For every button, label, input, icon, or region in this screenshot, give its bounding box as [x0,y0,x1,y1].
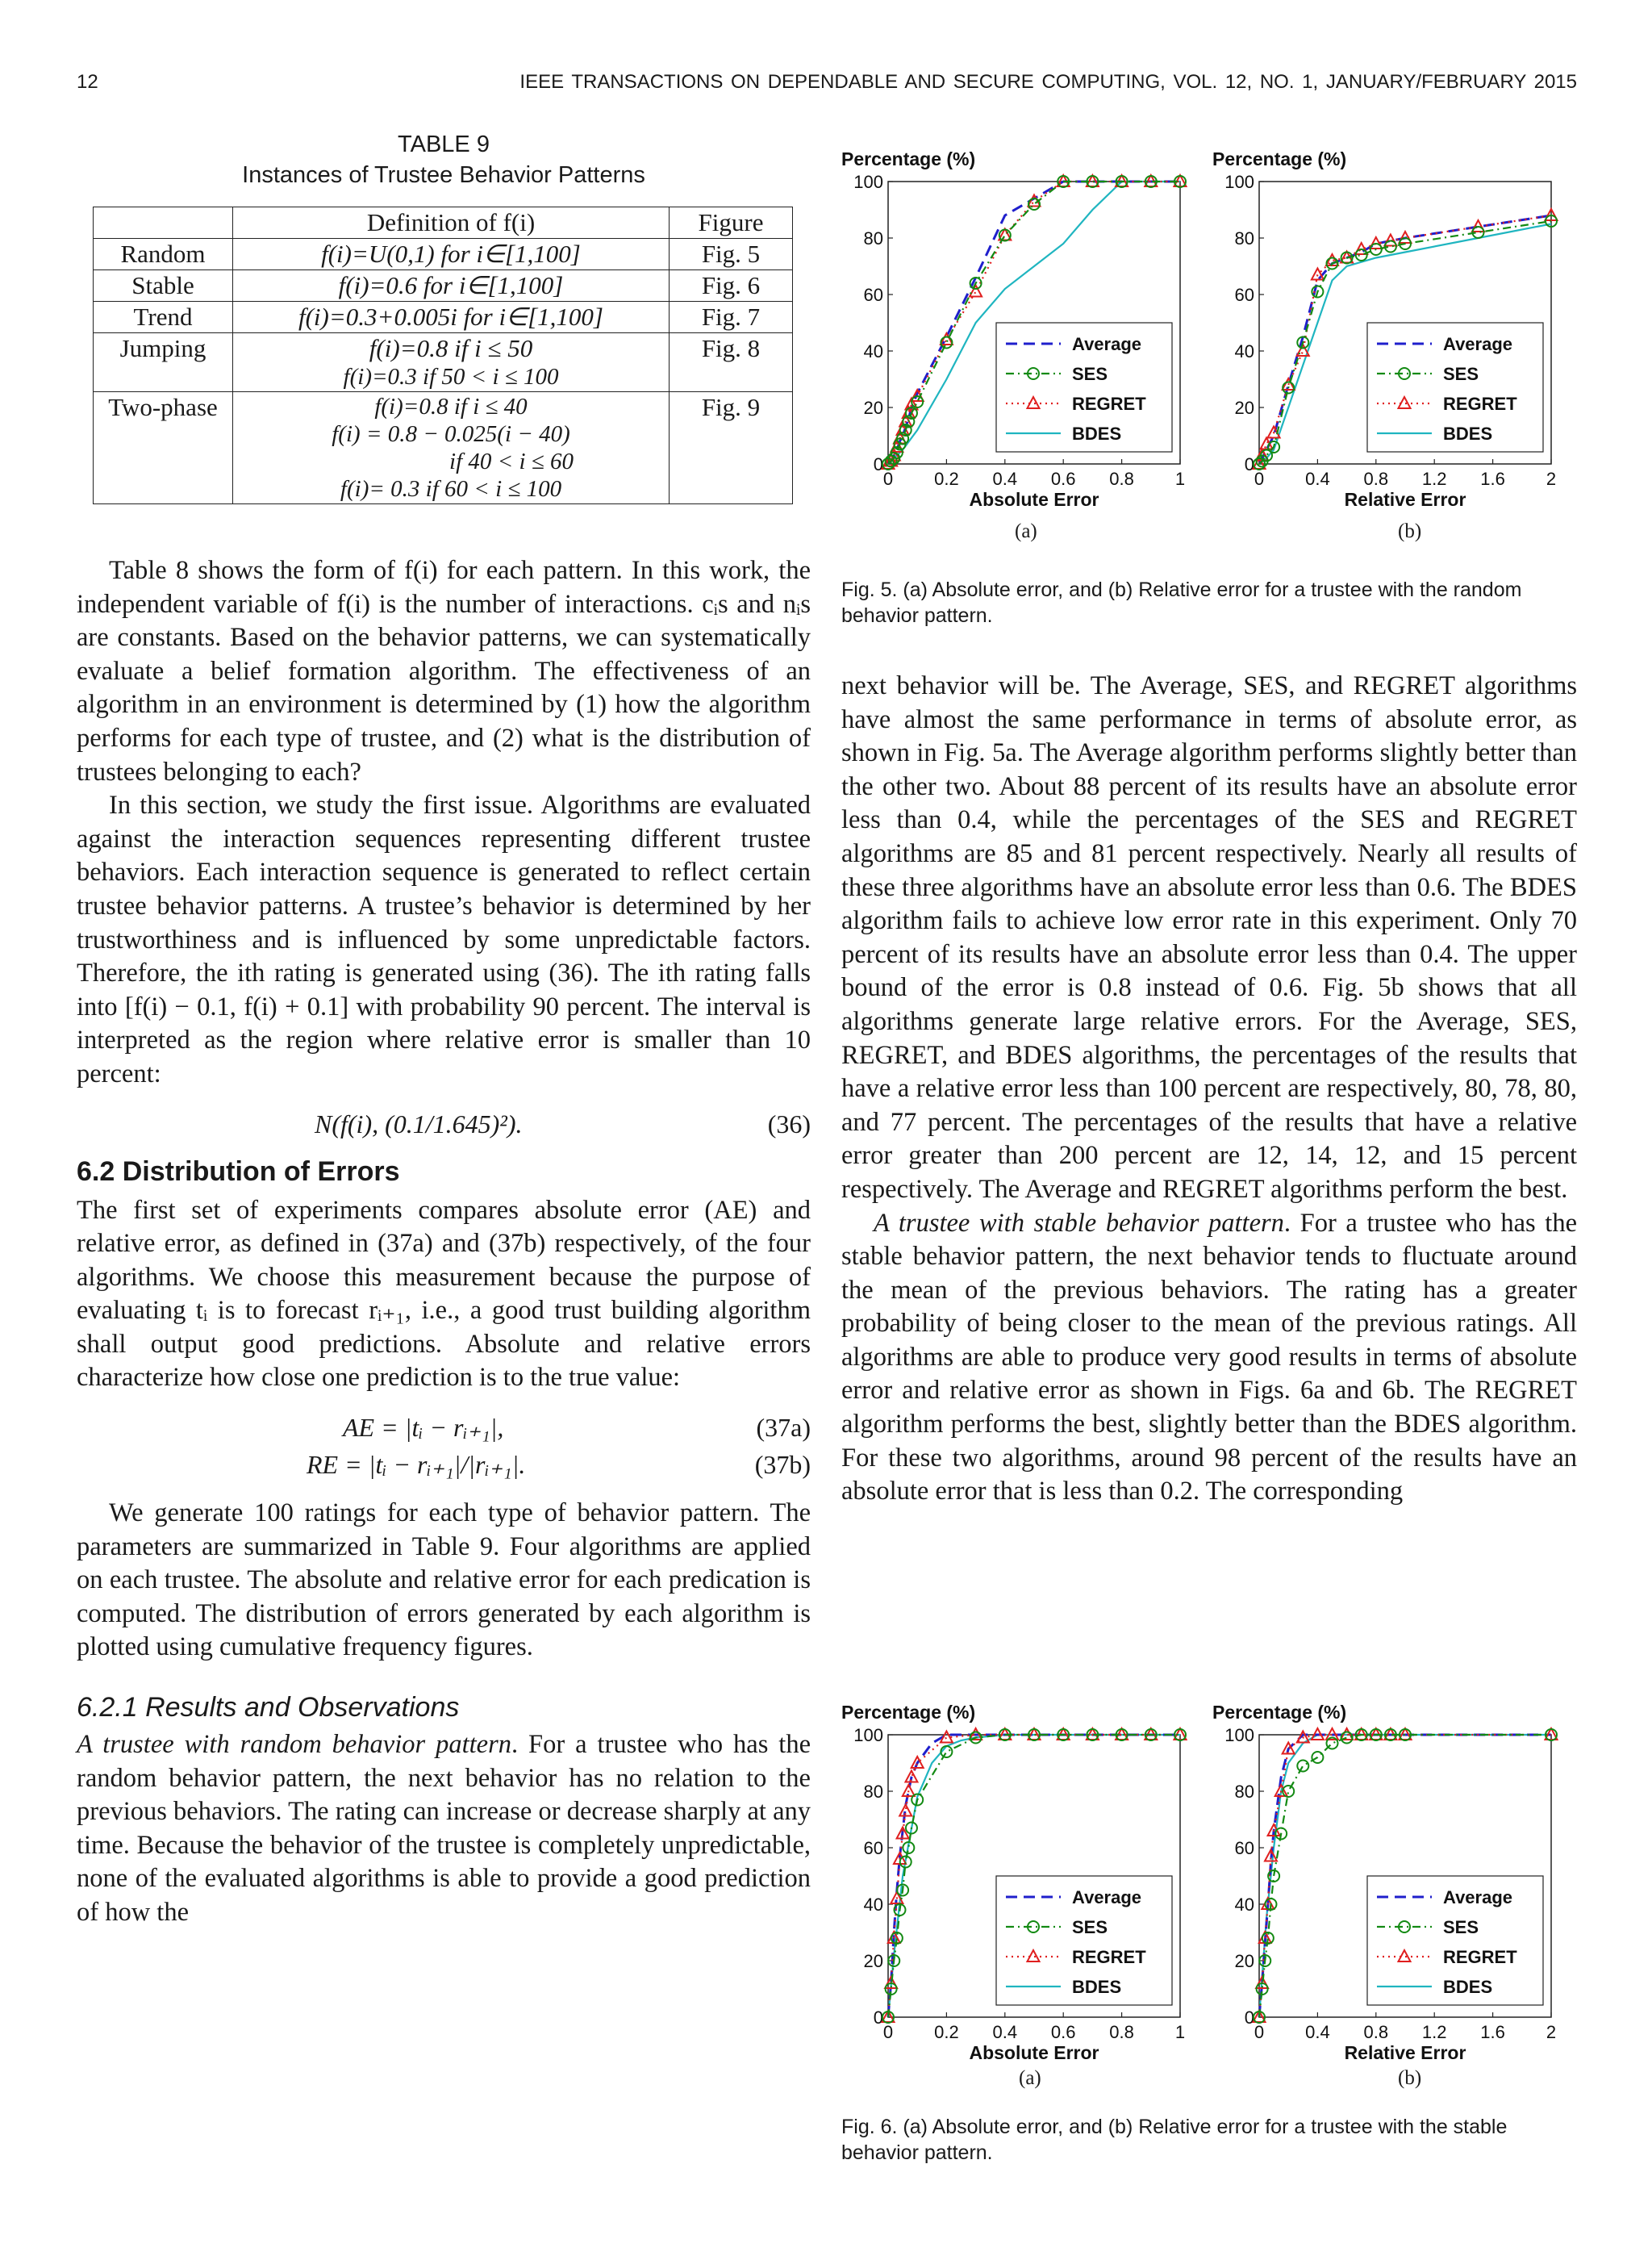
definition-cell: f(i)=0.3+0.005i for i∈[1,100] [233,302,670,333]
chart-fig5b [1212,141,1583,561]
x-tick-label: 0.8 [1109,469,1134,489]
y-tick-label: 100 [1224,1725,1254,1745]
y-tick-label: 0 [1244,454,1254,474]
x-tick-label: 0 [1254,469,1265,489]
y-tick-label: 20 [863,398,883,418]
y-tick-label: 100 [853,1725,883,1745]
paragraph: We generate 100 ratings for each type of behavior pattern. The parameters are summarized in Table 9. Four algorithms are applied on each trustee. The absolute and relative error for each predication is computed. The distribution of errors generated by each algorithm is plotted using cumulative frequency figures. [77,1498,811,1662]
y-tick-label: 60 [1234,285,1254,305]
x-tick-label: 1.6 [1480,2022,1505,2042]
x-tick-label: 0 [882,2022,894,2042]
x-tick-label: 1.6 [1480,469,1505,489]
legend-label: SES [1072,1917,1108,1937]
x-tick-label: 0.8 [1363,469,1389,489]
ses-point [1297,1761,1308,1772]
x-tick-label: 1 [1174,469,1186,489]
pattern-cell: Stable [94,270,233,302]
table-title: Instances of Trustee Behavior Patterns [242,162,645,188]
legend-label: SES [1443,1917,1479,1937]
paragraph-body: . For a trustee who has the stable behavior pattern, the next behavior tends to fluctuate around the mean of the previous behaviors. The rating has a greater probability of being closer to the mean of the previous ratings. All algorithms are able to produce very good results in terms of absolute error and relative error as shown in Figs. 6a and 6b. The REGRET algorithm performs the best, slightly better than the BDES algorithm. For these two algorithms, around 98 percent of the results have an absolute error that is less than 0.2. The corresponding [841,1208,1578,1506]
section-heading: 6.2 Distribution of Errors [77,1155,400,1187]
y-tick-label: 60 [863,1838,883,1858]
x-tick-label: 0.2 [934,469,959,489]
pattern-cell: Jumping [94,333,233,392]
y-tick-label: 80 [863,1782,883,1802]
subfigure-label-a: (a) [1019,2067,1041,2089]
equation-number: (37b) [754,1450,811,1480]
y-tick-label: 20 [863,1951,883,1971]
table-header-row [94,207,793,239]
y-tick-label: 20 [1234,1951,1254,1971]
y-tick-label: 40 [1234,341,1254,361]
definition-cell: f(i)=U(0,1) for i∈[1,100] [233,239,670,270]
table-row [94,333,793,392]
figure-cell: Fig. 9 [670,392,793,504]
figure-cell: Fig. 7 [670,302,793,333]
paragraph: The first set of experiments compares absolute error (AE) and relative error, as defined in (37a) and (37b) respectively, of the four algorithms. We choose this measurement because the purpose of evaluating tᵢ is to forecast rᵢ₊₁, i.e., a good trust building algorithm shall output good predictions. Absolute and relative errors characterize how close one prediction is to the true value: [77,1195,811,1393]
paragraph: next behavior will be. The Average, SES, and REGRET algorithms have almost the same performance in terms of absolute error, as shown in Fig. 5a. The Average algorithm performs slightly better than the other two. About 88 percent of its results have an absolute error less than 0.4, while the percentages of the SES and REGRET algorithms are 85 and 81 percent respectively. Nearly all results of these three algorithms have an absolute error less than 0.6. The BDES algorithm fails to achieve low error rate in this experiment. Only 70 percent of its results have an absolute error less than 0.4. The upper bound of the error is 0.8 instead of 0.6. Fig. 5b shows that all algorithms generate large relative errors. For the Average, SES, REGRET, and BDES algorithms, the percentages of the results that have a relative error less than 100 percent are respectively, 80, 78, 80, and 77 percent. The percentages of the results that have a relative error greater than 200 percent are 12, 14, 12, and 15 percent respectively. The Average and REGRET algorithms perform the best. [841,671,1577,1204]
paragraph [841,1207,1577,1509]
subsection-heading: 6.2.1 Results and Observations [77,1692,460,1723]
left-column [77,129,811,1930]
pattern-cell: Trend [94,302,233,333]
legend-label: BDES [1443,424,1493,444]
paragraph-lead: A trustee with stable behavior pattern [874,1208,1284,1238]
equation-number: (36) [767,1109,811,1138]
x-tick-label: 0.4 [1305,2022,1330,2042]
journal-title: IEEE TRANSACTIONS ON DEPENDABLE AND SECURE COMPUTING, VOL. 12, NO. 1, JANUARY/FEBRUARY 2015 [519,71,1577,93]
legend-label: Average [1443,334,1513,354]
chart-fig6a [841,1694,1212,2114]
figure-cell: Fig. 5 [670,239,793,270]
ses-point [1028,198,1040,210]
x-axis-label: Relative Error [1344,2042,1466,2063]
paragraph: Table 8 shows the form of f(i) for each pattern. In this work, the independent variable of f(i) is the number of interactions. cᵢs and nᵢs are constants. Based on the behavior patterns, we can systematically evaluate a belief formation algorithm. The effectiveness of an algorithm in an environment is determined by (1) how the algorithm performs for each type of trustee, and (2) what is the distribution of trustees belonging to each? [77,556,811,787]
table-header-cell: Figure [670,207,793,239]
x-tick-label: 1 [1174,2022,1186,2042]
x-axis-label: Relative Error [1344,489,1466,510]
y-tick-label: 20 [1234,398,1254,418]
paragraph [77,1728,811,1930]
chart-fig6b [1212,1694,1583,2114]
x-tick-label: 0.4 [1305,469,1330,489]
paragraph-lead: A trustee with random behavior pattern [77,1730,511,1760]
definition-line: f(i)=0.8 if i ≤ 50 [369,334,533,362]
table-row [94,392,793,504]
running-header [77,71,1577,103]
equation-number: (37a) [756,1413,811,1443]
figure-caption: Fig. 5. (a) Absolute error, and (b) Relative error for a trustee with the random behavior pattern. [841,579,1522,627]
x-tick-label: 2 [1546,469,1557,489]
legend-label: BDES [1072,1977,1122,1997]
y-tick-label: 80 [1234,228,1254,249]
table-header-cell [94,207,233,239]
equation-37a [77,1410,811,1445]
subfigure-label-a: (a) [1015,520,1037,542]
y-tick-label: 40 [863,1895,883,1915]
paragraph: In this section, we study the first issue. Algorithms are evaluated against the interaction sequences representing different trustee behaviors. Each interaction sequence is generated to reflect certain trustee behavior patterns. A trustee’s behavior is determined by her trustworthiness and is influenced by some unpredictable factors. Therefore, the ith rating is generated using (36). The ith rating falls into [f(i) − 0.1, f(i) + 0.1] with probability 90 percent. The interval is interpreted as the region where relative error is smaller than 10 percent: [77,791,811,1088]
definition-line: f(i)= 0.3 if 60 < i ≤ 100 [340,476,562,502]
equation-body: N(f(i), (0.1/1.645)²). [315,1109,523,1138]
y-tick-label: 0 [873,454,883,474]
x-tick-label: 0.2 [934,2022,959,2042]
x-tick-label: 0 [1254,2022,1265,2042]
pattern-cell: Random [94,239,233,270]
legend-label: Average [1443,1887,1513,1907]
legend-label: REGRET [1072,1947,1146,1967]
x-tick-label: 0 [882,469,894,489]
x-tick-label: 0.6 [1050,2022,1076,2042]
subfigure-label-b: (b) [1398,520,1422,542]
x-tick-label: 0.4 [992,2022,1018,2042]
legend-label: SES [1072,364,1108,384]
paragraph-body: . For a trustee who has the random behavior pattern, the next behavior has no relation to the previous behaviors. The rating can increase or decrease sharply at any time. Because the behavior of the trustee is completely unpredictable, none of the evaluated algorithms is able to provide a good prediction of how the [77,1730,811,1927]
equation-36 [77,1106,811,1142]
table-header-cell: Definition of f(i) [233,207,670,239]
y-tick-label: 0 [873,2007,883,2028]
x-tick-label: 0.6 [1050,469,1076,489]
y-tick-label: 40 [863,341,883,361]
definition-line: if 40 < i ≤ 60 [449,449,574,474]
x-tick-label: 2 [1546,2022,1557,2042]
x-tick-label: 0.4 [992,469,1018,489]
definition-line: f(i) = 0.8 − 0.025(i − 40) [332,421,570,447]
y-tick-label: 100 [1224,172,1254,192]
figure-caption: Fig. 6. (a) Absolute error, and (b) Relative error for a trustee with the stable behavior pattern. [841,2116,1508,2164]
table-row [94,302,793,333]
y-tick-label: 60 [863,285,883,305]
y-tick-label: 0 [1244,2007,1254,2028]
subfigure-label-b: (b) [1398,2067,1422,2089]
legend-label: Average [1072,1887,1142,1907]
definition-cell: f(i)=0.6 for i∈[1,100] [233,270,670,302]
equation-body: RE = |tᵢ − rᵢ₊₁|/|rᵢ₊₁|. [307,1450,526,1480]
x-tick-label: 0.8 [1363,2022,1389,2042]
x-tick-label: 0.8 [1109,2022,1134,2042]
x-tick-label: 1.2 [1421,2022,1447,2042]
behavior-table [93,207,793,504]
figure-cell: Fig. 6 [670,270,793,302]
table-row [94,270,793,302]
y-tick-label: 100 [853,172,883,192]
definition-cell [233,333,670,392]
x-tick-label: 1.2 [1421,469,1447,489]
legend-label: Average [1072,334,1142,354]
chart-fig5a [841,141,1212,561]
page-number: 12 [77,71,98,93]
y-tick-label: 80 [1234,1782,1254,1802]
figure-cell: Fig. 8 [670,333,793,392]
legend-label: BDES [1072,424,1122,444]
table-label: TABLE 9 [398,132,490,157]
definition-cell [233,392,670,504]
y-axis-label: Percentage (%) [1212,148,1347,169]
table-row [94,239,793,270]
y-axis-label: Percentage (%) [841,148,976,169]
legend-label: SES [1443,364,1479,384]
y-tick-label: 40 [1234,1895,1254,1915]
pattern-cell: Two-phase [94,392,233,504]
right-column [841,670,1577,1509]
x-axis-label: Absolute Error [969,489,1099,510]
equation-37b [77,1447,811,1482]
legend-label: REGRET [1443,1947,1517,1967]
legend-label: REGRET [1443,394,1517,414]
definition-line: f(i)=0.8 if i ≤ 40 [374,394,528,420]
legend-label: BDES [1443,1977,1493,1997]
legend-label: REGRET [1072,394,1146,414]
y-tick-label: 60 [1234,1838,1254,1858]
y-axis-label: Percentage (%) [1212,1702,1347,1723]
definition-line: f(i)=0.3 if 50 < i ≤ 100 [343,364,559,390]
y-axis-label: Percentage (%) [841,1702,976,1723]
equation-body: AE = |tᵢ − rᵢ₊₁|, [343,1413,504,1443]
x-axis-label: Absolute Error [969,2042,1099,2063]
y-tick-label: 80 [863,228,883,249]
